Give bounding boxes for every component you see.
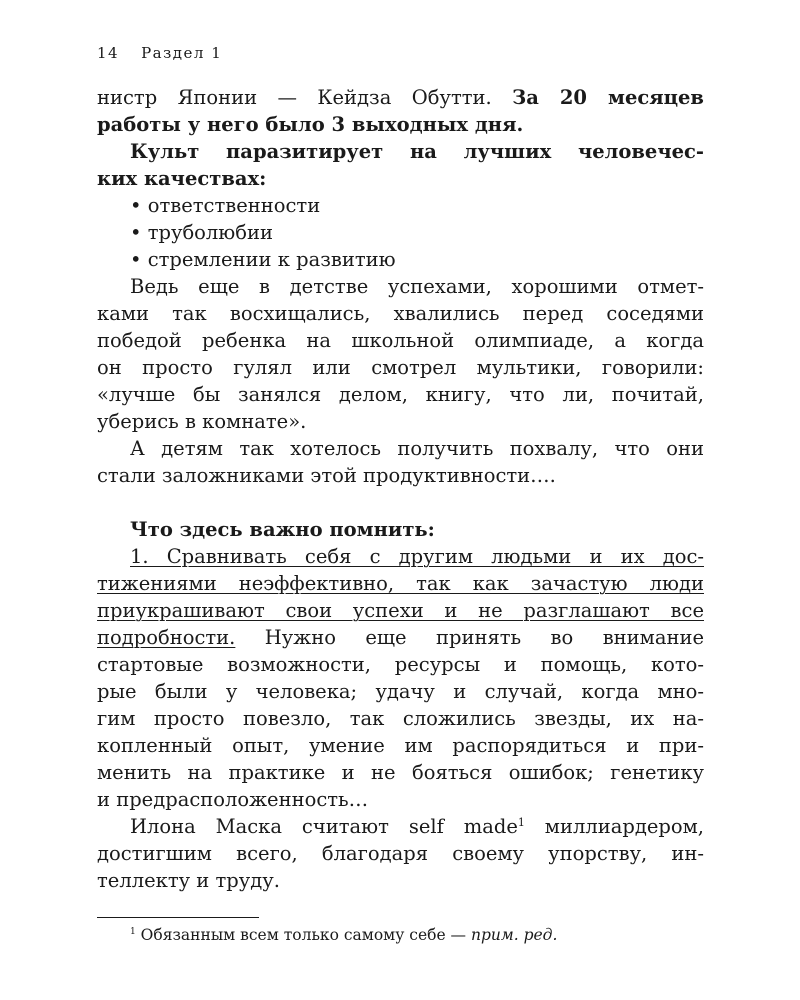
text-line: копленный опыт, умение им распорядиться и при- [97,734,704,757]
text-line: А детям так хотелось получить похвалу, что они [130,437,704,460]
section-title: Раздел 1 [141,44,223,62]
list-item: • стремлении к развитию [130,248,396,271]
underlined-line: 1. Сравнивать себя с другим людьми и их дос- [130,545,704,568]
text-span: Нужно еще принять во внимание [235,626,704,649]
blank-line [97,489,704,516]
underlined-line: тижениями неэффективно, так как зачастую люди [97,572,704,595]
footnote-divider [97,917,259,918]
text-line: достигшим всего, благодаря своему упорству, ин- [97,842,704,865]
text-line: стартовые возможности, ресурсы и помощь, кото- [97,653,704,676]
text-line [97,84,704,111]
page-number: 14 [97,44,120,62]
footnote-editor-note: прим. ред. [470,926,558,944]
text-line: теллекту и труду. [97,869,280,892]
list-item: • ответственности [130,194,321,217]
text-line: он просто гулял или смотрел мультики, говорили: [97,356,704,379]
text-line: ками так восхищались, хвалились перед соседями [97,302,704,325]
running-header [97,44,222,62]
underlined-span: подробности. [97,626,236,649]
text-span: нистр Японии — Кейдза Обутти. [97,86,492,109]
text-span: Илона Маска считают self made [130,815,518,838]
list-item: • труболюбии [130,221,274,244]
text-line: рые были у человека; удачу и случай, когда мно- [97,680,704,703]
section-heading: Что здесь важно помнить: [130,518,435,541]
text-line: гим просто повезло, так сложились звезды, их на- [97,707,704,730]
text-line: Культ паразитирует на лучших человечес- [130,140,704,163]
text-line: ких качествах: [97,167,267,190]
text-line: «лучше бы занялся делом, книгу, что ли, почитай, [97,383,704,406]
bold-span: За 20 месяцев [512,86,704,109]
text-line: уберись в комнате». [97,410,307,433]
text-line: победой ребенка на школьной олимпиаде, а когда [97,329,704,352]
text-line: и предрасположенность… [97,788,369,811]
text-line: работы у него было 3 выходных дня. [97,113,524,136]
text-line: менить на практике и не бояться ошибок; генетику [97,761,704,784]
underlined-line: приукрашивают свои успехи и не разглашают все [97,599,704,622]
text-line: стали заложниками этой продуктивности…. [97,464,556,487]
text-span: миллиардером, [524,815,704,838]
footnote-marker: 1 [130,927,136,937]
footnote-ref: 1 [517,816,525,829]
text-line [97,813,704,840]
page-body [97,84,704,894]
text-line [97,624,704,651]
footnote [130,925,557,945]
text-line: Ведь еще в детстве успехами, хорошими отмет- [130,275,704,298]
footnote-text: Обязанным всем только самому себе — [135,926,471,944]
